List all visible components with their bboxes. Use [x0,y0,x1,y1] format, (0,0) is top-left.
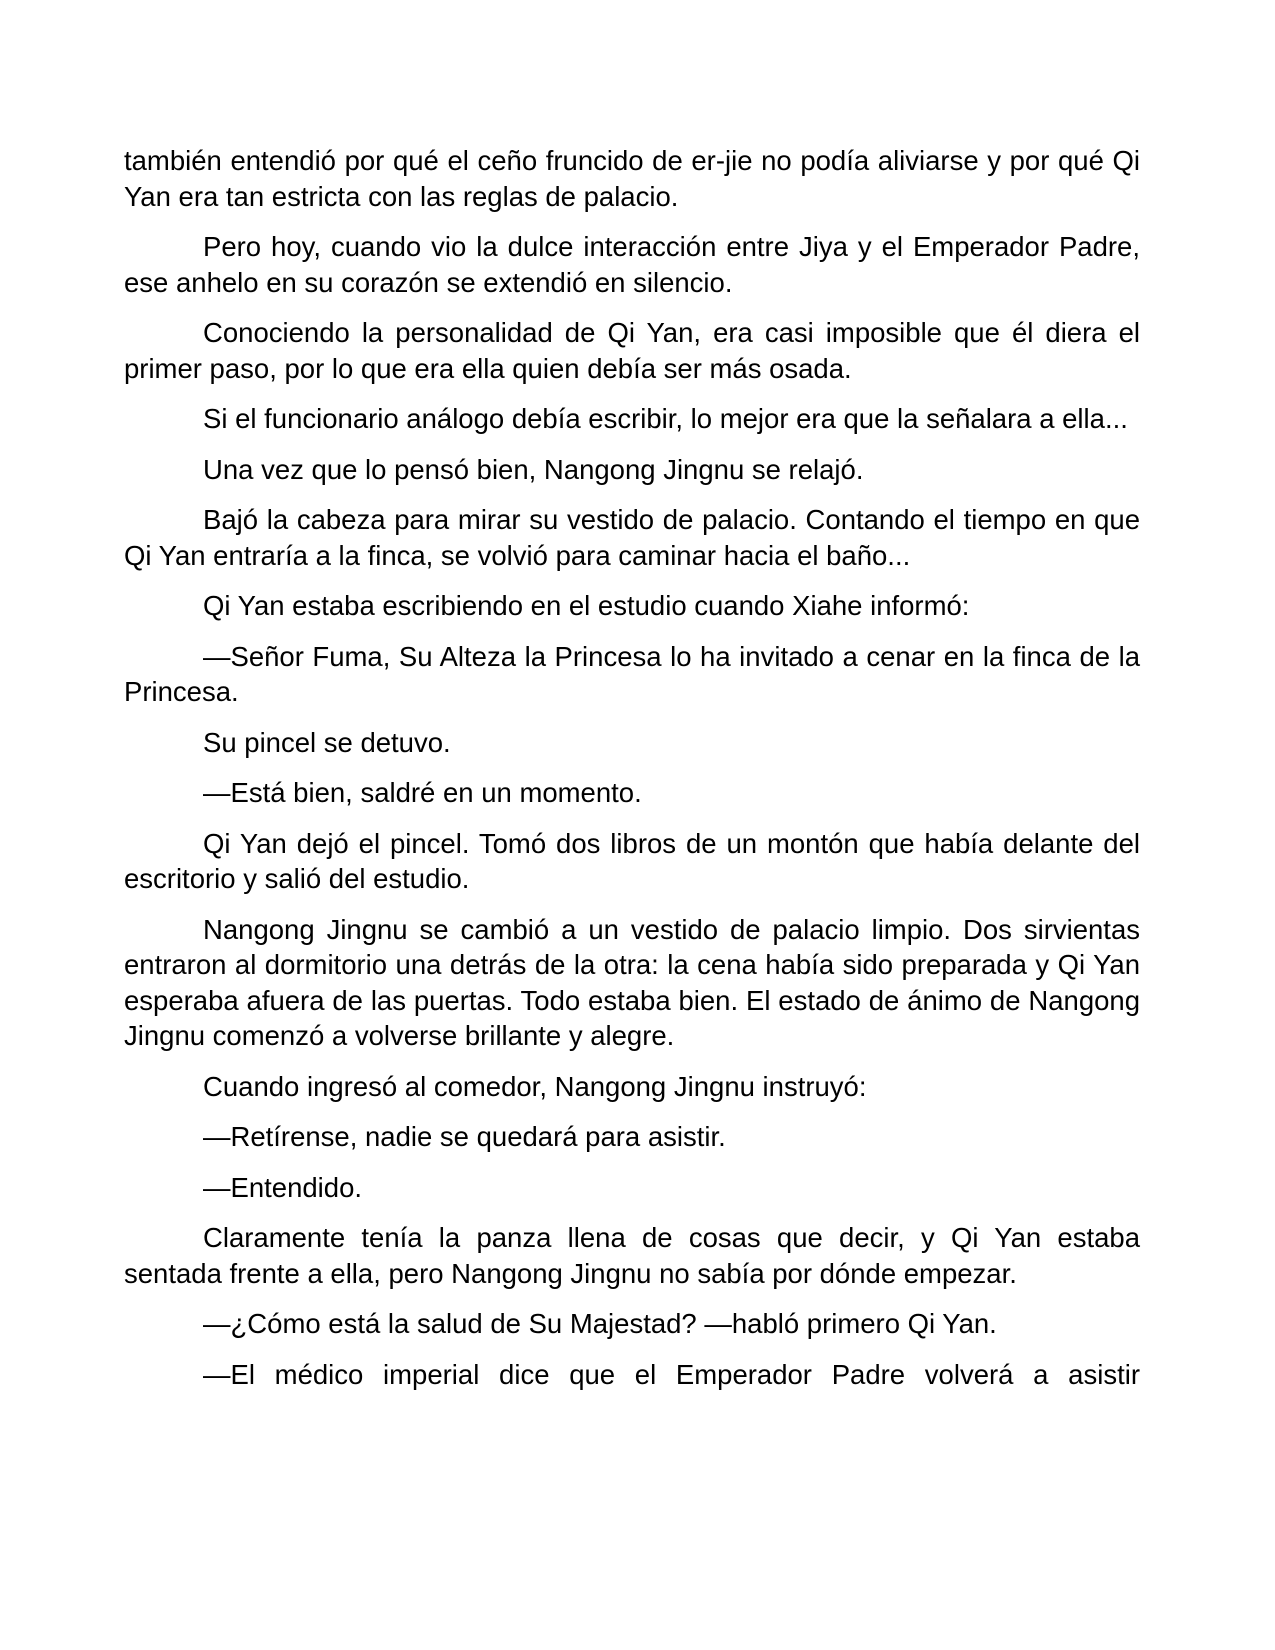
paragraph-16: Claramente tenía la panza llena de cosas que decir, y Qi Yan estaba sentada frente a ella, pero Nangong Jingnu no sabía por dónde empezar. [124,1222,1140,1289]
paragraph-12: Nangong Jingnu se cambió a un vestido de palacio limpio. Dos sirvientas entraron al dormitorio una detrás de la otra: la cena había sido preparada y Qi Yan esperaba afuera de las puertas. Todo estaba bien. El estado de ánimo de Nangong Jingnu comenzó a volverse brillante y alegre. [124,913,1140,1051]
paragraph-1: también entendió por qué el ceño fruncido de er-jie no podía aliviarse y por qué Qi Yan era tan estricta con las reglas de palacio. [124,145,1140,212]
paragraph-11: Qi Yan dejó el pincel. Tomó dos libros de un montón que había delante del escritorio y salió del estudio. [124,827,1140,894]
paragraph-17: —¿Cómo está la salud de Su Majestad? —habló primero Qi Yan. [203,1308,997,1339]
paragraph-15: —Entendido. [203,1171,362,1203]
paragraph-8: —Señor Fuma, Su Alteza la Princesa lo ha invitado a cenar en la finca de la Princesa. [124,640,1140,707]
paragraph-18: —El médico imperial dice que el Emperador Padre volverá a asistir [203,1358,1140,1390]
paragraph-4: Si el funcionario análogo debía escribir, lo mejor era que la señalara a ella... [203,403,1128,434]
paragraph-10: —Está bien, saldré en un momento. [203,777,642,808]
paragraph-14: —Retírense, nadie se quedará para asistir. [203,1121,726,1152]
paragraph-3: Conociendo la personalidad de Qi Yan, era casi imposible que él diera el primer paso, por lo que era ella quien debía ser más osada. [124,317,1140,384]
document-page [124,143,1140,1407]
paragraph-2: Pero hoy, cuando vio la dulce interacción entre Jiya y el Emperador Padre, ese anhelo en su corazón se extendió en silencio. [124,231,1140,298]
paragraph-7: Qi Yan estaba escribiendo en el estudio cuando Xiahe informó: [203,590,970,621]
paragraph-5: Una vez que lo pensó bien, Nangong Jingnu se relajó. [203,453,864,485]
paragraph-13: Cuando ingresó al comedor, Nangong Jingnu instruyó: [203,1070,867,1102]
paragraph-6: Bajó la cabeza para mirar su vestido de palacio. Contando el tiempo en que Qi Yan entraría a la finca, se volvió para caminar hacia el baño... [124,504,1140,571]
paragraph-9: Su pincel se detuvo. [203,726,451,758]
